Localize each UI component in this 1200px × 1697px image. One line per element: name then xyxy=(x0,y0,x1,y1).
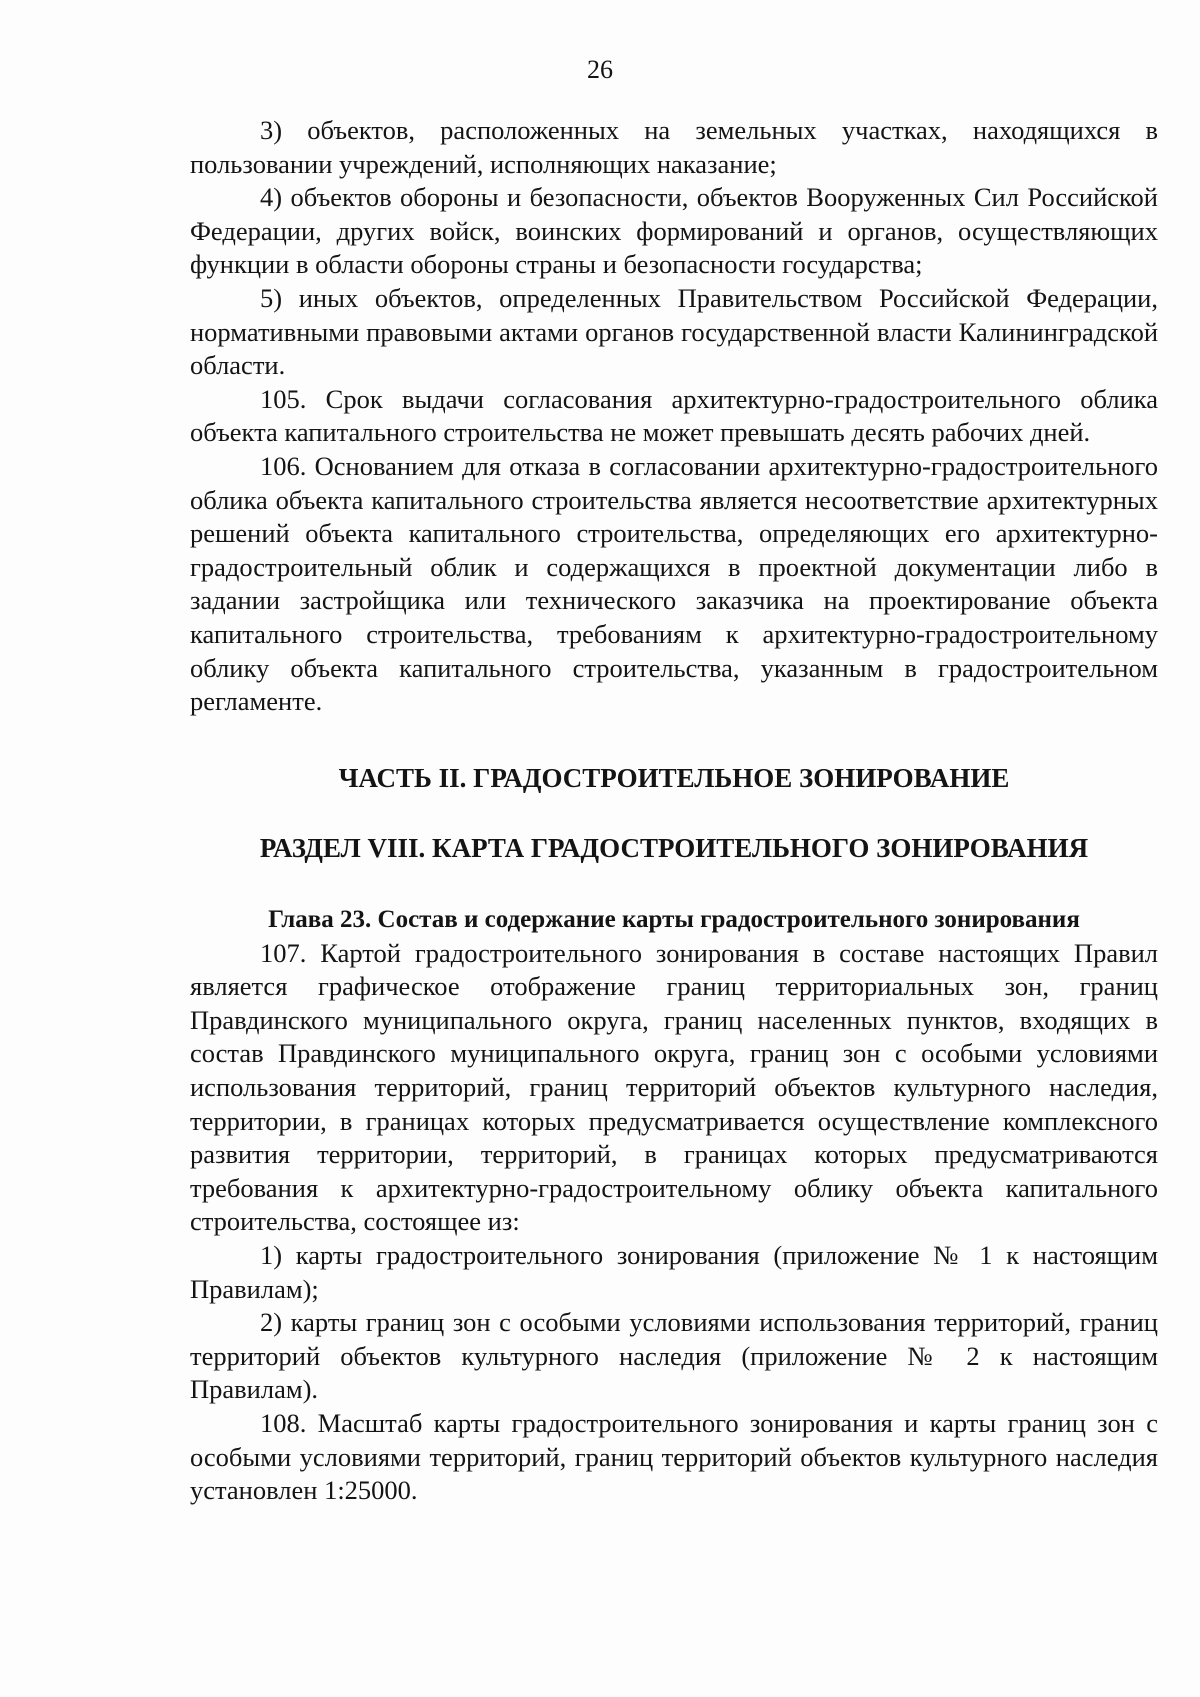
part-heading: ЧАСТЬ II. ГРАДОСТРОИТЕЛЬНОЕ ЗОНИРОВАНИЕ xyxy=(338,762,1010,793)
paragraph-107-item-1: 1) карты градостроительного зонирования (приложение № 1 к настоящим Правилам); xyxy=(190,1240,1158,1304)
paragraph-item-4: 4) объектов обороны и безопасности, объектов Вооруженных Сил Российской Федерации, других войск, воинских формирований и органов, осуществляющих функции в области обороны страны и безопасности государства; xyxy=(190,182,1158,280)
paragraph-107: 107. Картой градостроительного зонирования в составе настоящих Правил является графическое отображение границ территориальных зон, границ Правдинского муниципального округа, границ населенных пунктов, входящих в состав Правдинского муниципального округа, границ зон с особыми условиями использования территорий, границ территорий объектов культурного наследия, территории, в границах которых предусматривается осуществление комплексного развития территории, территорий, в границах которых предусматриваются требования к архитектурно-градостроительному облику объекта капитального строительства, состоящее из: xyxy=(190,937,1158,1237)
paragraph-106: 106. Основанием для отказа в согласовании архитектурно-градостроительного облика объекта капитального строительства является несоответствие архитектурных решений объекта капитального строительства, определяющих его архитектурно-градостроительный облик и содержащихся в проектной документации либо в задании застройщика или технического заказчика на проектирование объекта капитального строительства, требованиям к архитектурно-градостроительному облику объекта капитального строительства, указанным в градостроительном регламенте. xyxy=(190,450,1158,717)
paragraph-105: 105. Срок выдачи согласования архитектурно-градостроительного облика объекта капитального строительства не может превышать десять рабочих дней. xyxy=(190,383,1158,448)
section-heading: РАЗДЕЛ VIII. КАРТА ГРАДОСТРОИТЕЛЬНОГО ЗОНИРОВАНИЯ xyxy=(259,832,1089,863)
paragraph-107-item-2: 2) карты границ зон с особыми условиями использования территорий, границ территорий объектов культурного наследия (приложение № 2 к настоящим Правилам). xyxy=(190,1307,1158,1405)
paragraph-108: 108. Масштаб карты градостроительного зонирования и карты границ зон с особыми условиями территорий, границ территорий объектов культурного наследия установлен 1:25000. xyxy=(190,1408,1158,1506)
page-number: 26 xyxy=(587,55,613,84)
document-body xyxy=(190,114,1158,1508)
paragraph-item-5: 5) иных объектов, определенных Правительством Российской Федерации, нормативными правовыми актами органов государственной власти Калининградской области. xyxy=(190,282,1158,381)
chapter-heading: Глава 23. Состав и содержание карты градостроительного зонирования xyxy=(268,905,1080,933)
paragraph-item-3: 3) объектов, расположенных на земельных участках, находящихся в пользовании учреждений, исполняющих наказание; xyxy=(190,115,1158,179)
